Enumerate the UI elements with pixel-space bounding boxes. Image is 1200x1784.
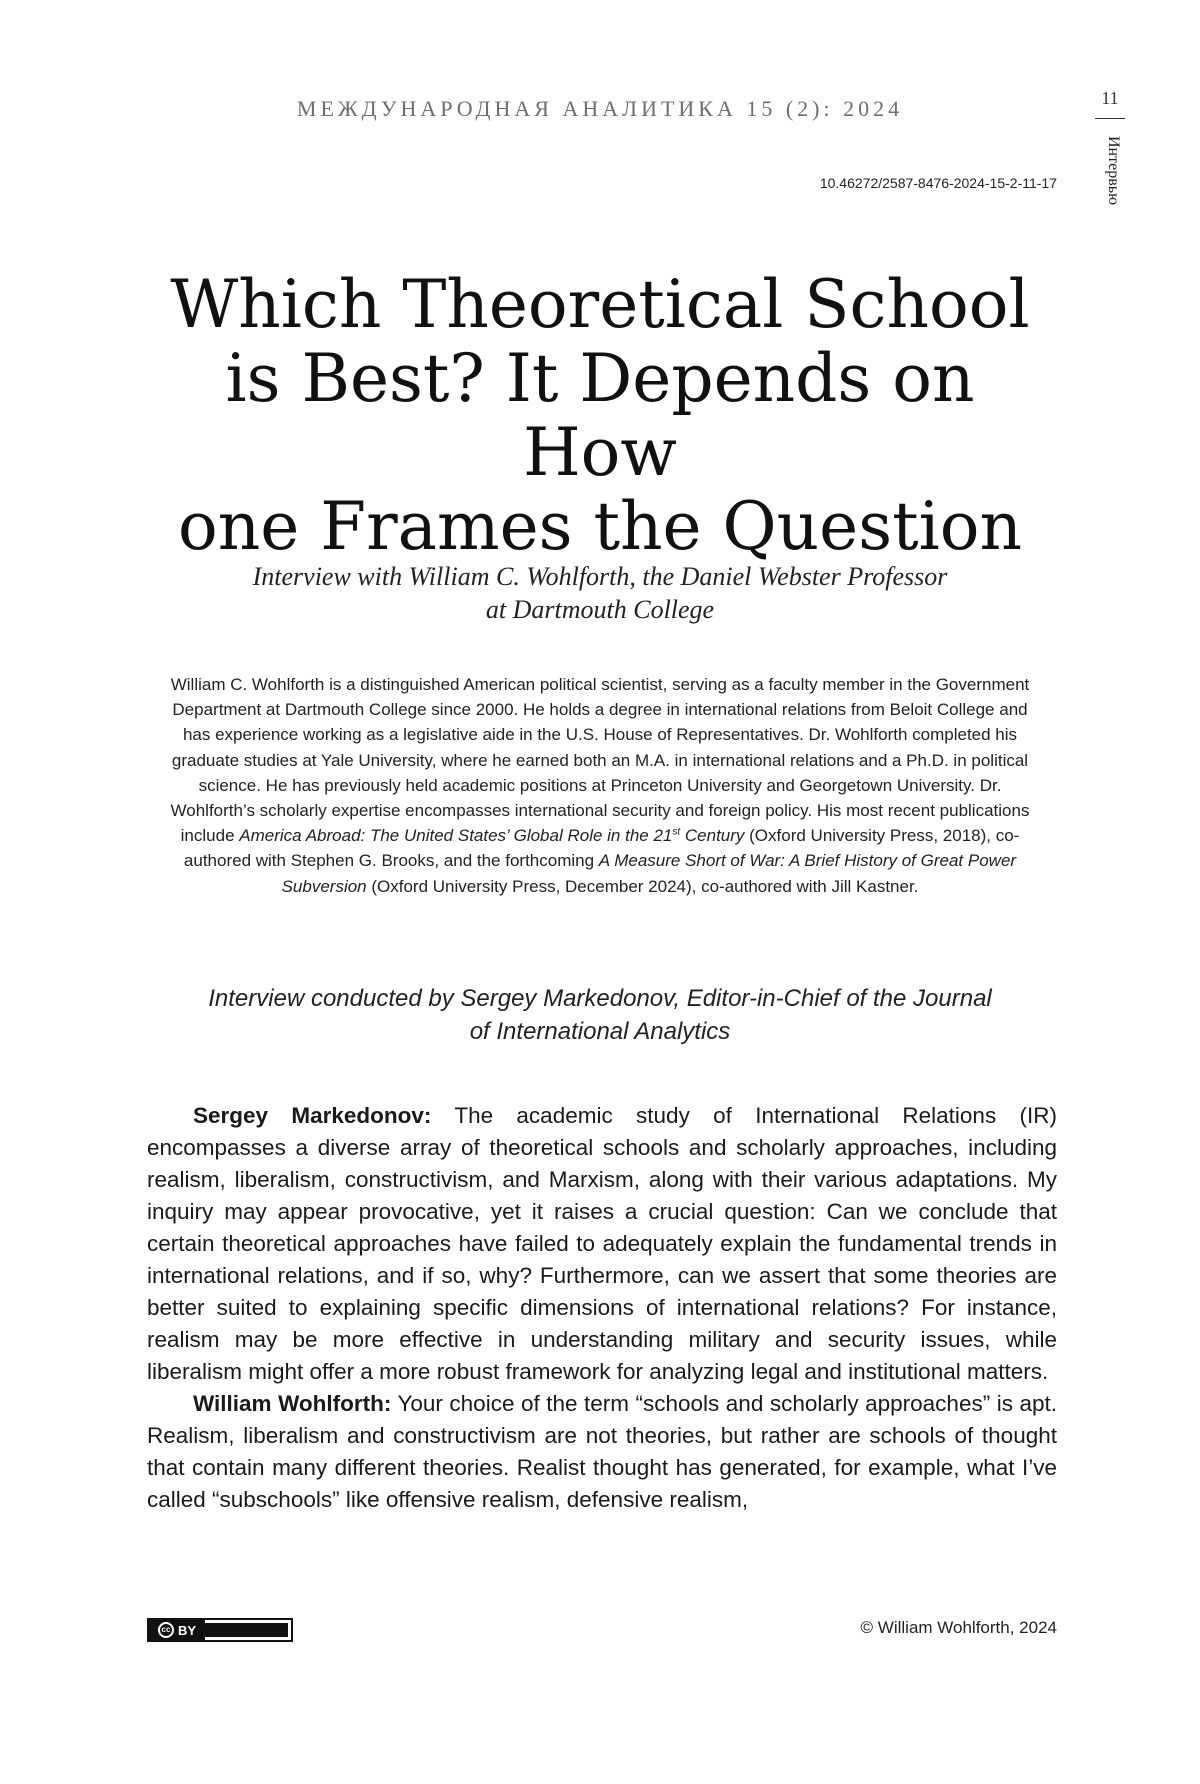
cc-icon: cc — [158, 1622, 174, 1638]
cc-badge-label — [149, 1620, 205, 1640]
paragraph-text: The academic study of International Relations (IR) encompasses a diverse array of theoretical schools and scholarly approaches, including realism, liberalism, constructivism, and Marxism, along with their various adaptations. My inquiry may appear provocative, yet it raises a crucial question: Can we conclude that certain theoretical approaches have failed to adequately explain the fundamental trends in international relations, and if so, why? Furthermore, can we assert that some theories are better suited to explaining specific dimensions of international relations? For instance, realism may be more effective in understanding military and security issues, while liberalism might offer a more robust framework for analyzing legal and institutional matters. — [147, 1103, 1057, 1384]
subtitle-line: Interview with William C. Wohlforth, the Daniel Webster Professor — [252, 562, 948, 591]
interviewer-credit — [180, 982, 1020, 1048]
title-line: one Frames the Question — [178, 488, 1022, 565]
title-line: Which Theoretical School — [170, 266, 1030, 343]
article-subtitle — [200, 560, 1000, 626]
doi: 10.46272/2587-8476-2024-15-2-11-17 — [819, 175, 1057, 191]
speaker-name: Sergey Markedonov: — [193, 1103, 432, 1128]
bio-book-title: America Abroad: The United States’ Global Role in the 21st Century — [239, 826, 745, 846]
article-title — [140, 268, 1060, 564]
bio-text: (Oxford University Press, December 2024), co-authored with Jill Kastner. — [366, 876, 919, 896]
bio-text: William C. Wohlforth is a distinguished American political scientist, serving as a faculty member in the Government Department at Dartmouth College since 2000. He holds a degree in international relations from Beloit College and has experience working as a legislative aide in the U.S. House of Representatives. Dr. Wohlforth completed his graduate studies at Yale University, where he earned both an M.A. in international relations and a Ph.D. in political science. He has previously held academic positions at Princeton University and Georgetown University. Dr. Wohlforth’s scholarly expertise encompasses international security and foreign policy. His most recent publications include — [170, 675, 1030, 846]
interviewer-line: of International Analytics — [469, 1018, 731, 1045]
bio-book-title: A Measure Short of War: A Brief History of Great Power Subversion — [281, 851, 1017, 896]
paragraph — [147, 1388, 1057, 1516]
title-line: is Best? It Depends on How — [225, 340, 975, 491]
author-bio — [168, 672, 1032, 899]
section-label: Интервью — [1105, 136, 1122, 206]
paragraph — [147, 1100, 1057, 1388]
bio-text: (Oxford University Press, 2018), co-authored with Stephen G. Brooks, and the forthcoming — [183, 826, 1020, 871]
subtitle-line: at Dartmouth College — [485, 595, 715, 624]
speaker-name: William Wohlforth: — [193, 1391, 392, 1416]
interview-body — [147, 1100, 1057, 1516]
page-number-rule — [1095, 118, 1125, 119]
superscript: st — [672, 826, 681, 838]
cc-badge-bar — [205, 1623, 288, 1637]
interviewer-line: Interview conducted by Sergey Markedonov, Editor-in-Chief of the Journal — [208, 985, 992, 1012]
paragraph-text: Your choice of the term “schools and scholarly approaches” is apt. Realism, liberalism and constructivism are not theories, but rather are schools of thought that contain many different theories. Realist thought has generated, for example, what I’ve called “subschools” like offensive realism, defensive realism, — [147, 1391, 1057, 1512]
copyright-notice: © William Wohlforth, 2024 — [860, 1618, 1057, 1637]
cc-by-license-badge[interactable] — [147, 1618, 293, 1642]
page-number: 11 — [1101, 88, 1119, 108]
journal-running-head: МЕЖДУНАРОДНАЯ АНАЛИТИКА 15 (2): 2024 — [296, 96, 904, 121]
by-label: BY — [177, 1622, 197, 1638]
